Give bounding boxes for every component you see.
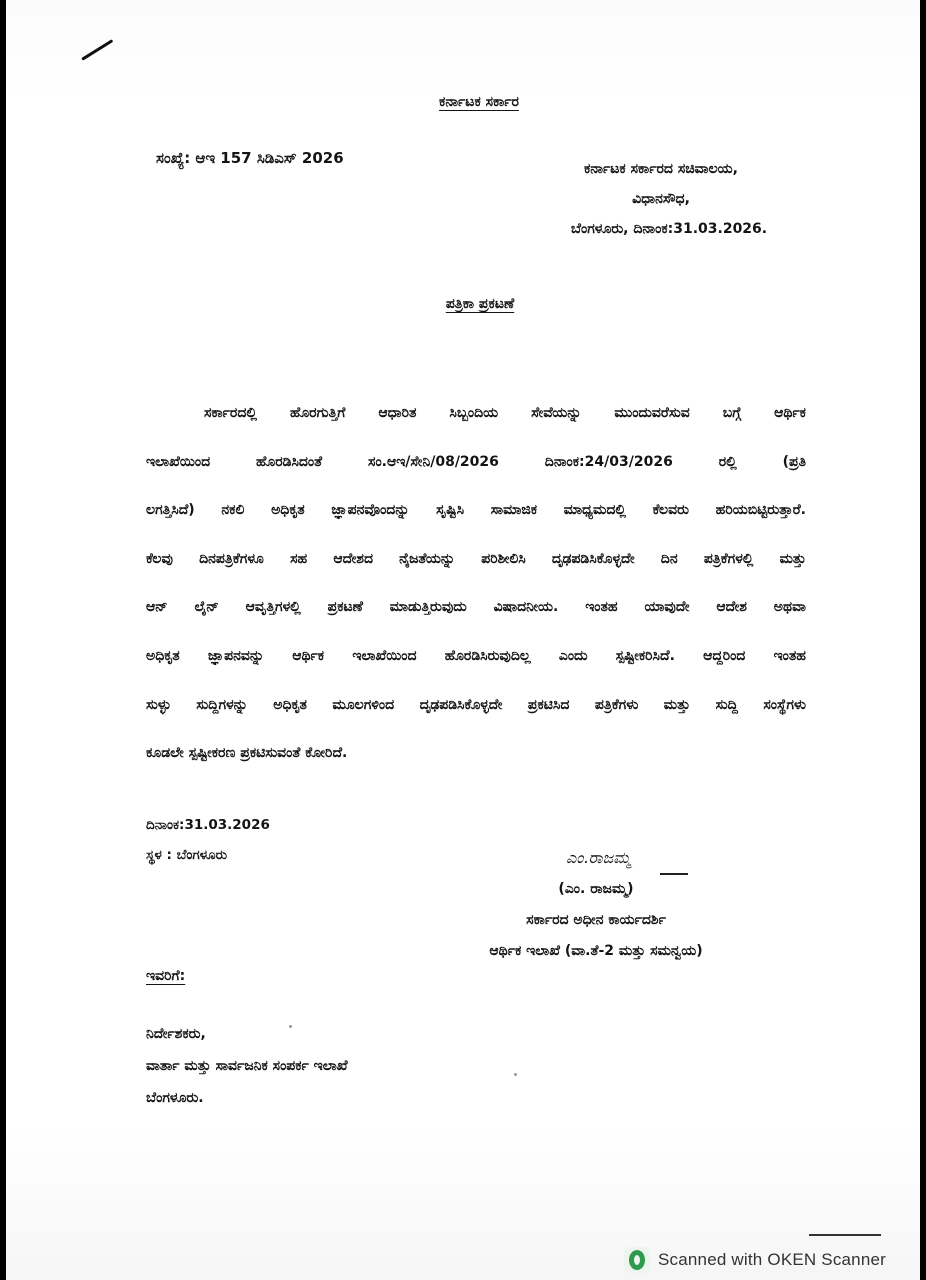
body-line: ಸುಳ್ಳು ಸುದ್ದಿಗಳನ್ನು ಅಧಿಕೃತ ಮೂಲಗಳಿಂದ ದೃಢಪಡಿಸಿಕೊಳ್ಳದೇ ಪ್ರಕಟಿಸಿದ ಪತ್ರಿಕೆಗಳು ಮತ್ತು ಸುದ್ದಿ ಸಂಸ್ಥೆಗಳು bbox=[146, 696, 806, 713]
body-line: ಇಲಾಖೆಯಿಂದ ಹೊರಡಿಸಿದಂತೆ ಸಂ.ಆಇ/ಸೇನಿ/08/2026 ದಿನಾಂಕ:24/03/2026 ರಲ್ಲಿ (ಪ್ರತಿ bbox=[146, 453, 806, 470]
press-release-body bbox=[146, 389, 806, 778]
date-line: ದಿನಾಂಕ:31.03.2026 bbox=[146, 817, 270, 833]
address-line-3: ಬೆಂಗಳೂರು, ದಿನಾಂಕ:31.03.2026. bbox=[570, 221, 768, 237]
address-line-1: ಕರ್ನಾಟಕ ಸರ್ಕಾರದ ಸಚಿವಾಲಯ, bbox=[583, 161, 738, 177]
place-line: ಸ್ಥಳ : ಬೆಂಗಳೂರು bbox=[146, 847, 228, 863]
office-address bbox=[526, 154, 796, 244]
scanned-page bbox=[6, 0, 920, 1280]
oken-logo-icon bbox=[624, 1247, 650, 1273]
scan-speck bbox=[514, 1073, 517, 1076]
scanner-watermark-text: Scanned with OKEN Scanner bbox=[658, 1250, 887, 1269]
signatory-block bbox=[446, 874, 746, 967]
recipient-line-1: ನಿರ್ದೇಶಕರು, bbox=[146, 1026, 206, 1042]
body-line: ಲಗತ್ತಿಸಿದೆ) ನಕಲಿ ಅಧಿಕೃತ ಜ್ಞಾಪನವೊಂದನ್ನು ಸೃಷ್ಟಿಸಿ ಸಾಮಾಜಿಕ ಮಾಧ್ಯಮದಲ್ಲಿ ಕೆಲವರು ಹರಿಯಬಿಟ್ಟಿರುತ್ತಾರೆ. bbox=[146, 502, 806, 519]
body-line: ಅಧಿಕೃತ ಜ್ಞಾಪನವನ್ನು ಆರ್ಥಿಕ ಇಲಾಖೆಯಿಂದ ಹೊರಡಿಸಿರುವುದಿಲ್ಲ ಎಂದು ಸ್ಪಷ್ಟೀಕರಿಸಿದೆ. ಆದ್ದರಿಂದ ಇಂತಹ bbox=[146, 647, 806, 664]
pen-mark bbox=[81, 39, 113, 61]
scanner-watermark bbox=[624, 1243, 886, 1277]
recipient-line-2: ವಾರ್ತಾ ಮತ್ತು ಸಾರ್ವಜನಿಕ ಸಂಪರ್ಕ ಇಲಾಖೆ bbox=[146, 1058, 348, 1074]
body-line: ಸರ್ಕಾರದಲ್ಲಿ ಹೊರಗುತ್ತಿಗೆ ಆಧಾರಿತ ಸಿಬ್ಬಂದಿಯ ಸೇವೆಯನ್ನು ಮುಂದುವರೆಸುವ ಬಗ್ಗೆ ಆರ್ಥಿಕ bbox=[204, 405, 806, 421]
body-line: ಕೂಡಲೇ ಸ್ಪಷ್ಟೀಕರಣ ಪ್ರಕಟಿಸುವಂತೆ ಕೋರಿದೆ. bbox=[146, 745, 348, 762]
recipient-address bbox=[146, 1018, 348, 1114]
address-line-2: ವಿಧಾನಸೌಧ, bbox=[632, 191, 690, 207]
reference-number: ಸಂಖ್ಯೆ: ಆಇ 157 ಸಿಡಿಎಸ್ 2026 bbox=[156, 149, 344, 167]
recipients-label: ಇವರಿಗೆ: bbox=[146, 968, 186, 984]
signatory-name: (ಎಂ. ರಾಜಮ್ಮ) bbox=[558, 881, 634, 897]
signatory-department: ಆರ್ಥಿಕ ಇಲಾಖೆ (ವಾ.ತೆ-2 ಮತ್ತು ಸಮನ್ವಯ) bbox=[489, 943, 703, 959]
body-line: ಕೆಲವು ದಿನಪತ್ರಿಕೆಗಳೂ ಸಹ ಆದೇಶದ ನೈಜತೆಯನ್ನು ಪರಿಶೀಲಿಸಿ ದೃಢಪಡಿಸಿಕೊಳ್ಳದೇ ದಿನ ಪತ್ರಿಕೆಗಳಲ್ಲಿ ಮತ್ತು bbox=[146, 550, 806, 567]
date-place-block bbox=[146, 810, 270, 870]
scan-edge-line bbox=[809, 1234, 881, 1236]
body-line: ಆನ್ ಲೈನ್ ಆವೃತ್ತಿಗಳಲ್ಲಿ ಪ್ರಕಟಣೆ ಮಾಡುತ್ತಿರುವುದು ವಿಷಾದನೀಯ. ಇಂತಹ ಯಾವುದೇ ಆದೇಶ ಅಥವಾ bbox=[146, 599, 806, 616]
handwritten-signature: ಎಂ.ರಾಜಮ್ಮ bbox=[566, 848, 631, 867]
signatory-designation: ಸರ್ಕಾರದ ಅಧೀನ ಕಾರ್ಯದರ್ಶಿ bbox=[526, 912, 666, 928]
government-title: ಕರ್ನಾಟಕ ಸರ್ಕಾರ bbox=[439, 94, 519, 110]
recipient-line-3: ಬೆಂಗಳೂರು. bbox=[146, 1090, 204, 1106]
press-release-heading: ಪತ್ರಿಕಾ ಪ್ರಕಟಣೆ bbox=[445, 296, 515, 312]
scan-speck bbox=[289, 1025, 292, 1028]
